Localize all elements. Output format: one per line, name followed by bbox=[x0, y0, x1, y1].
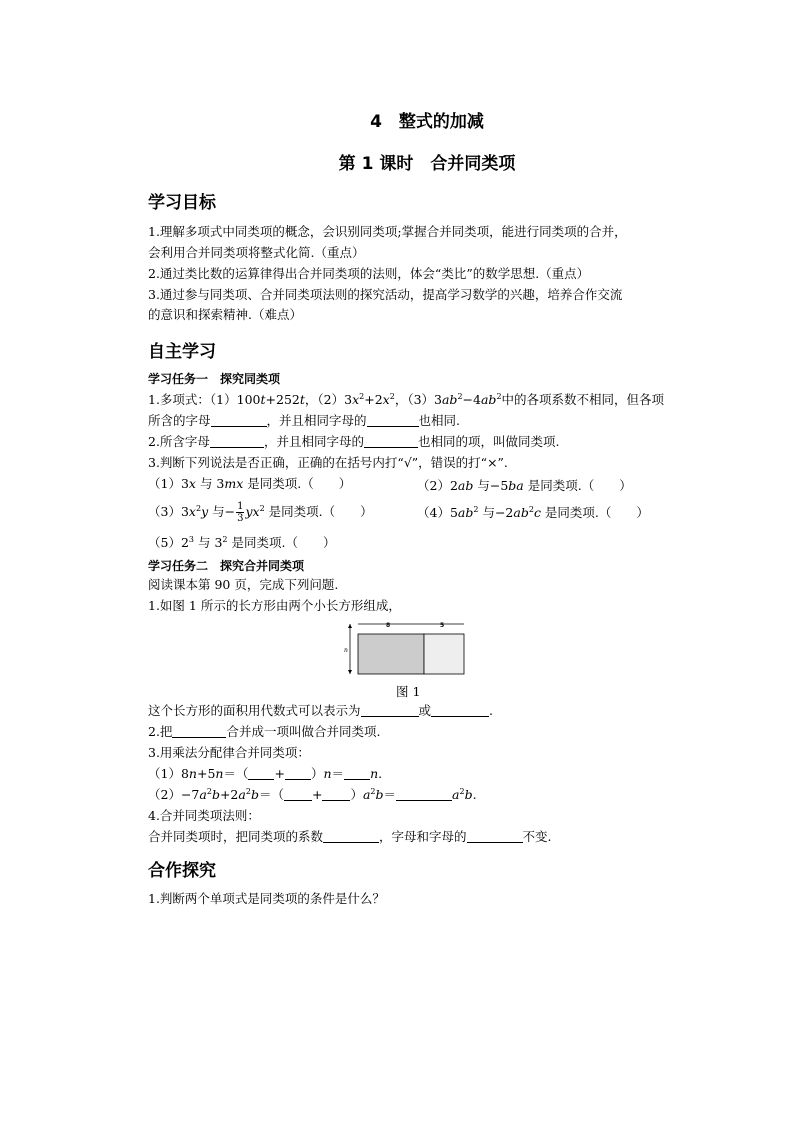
problem-1: 1.如图 1 所示的长方形由两个小长方形组成， bbox=[148, 598, 401, 613]
lesson-number: 第 1 课时 bbox=[338, 154, 414, 174]
chapter-title-text: 整式的加减 bbox=[398, 112, 484, 132]
blank[interactable] bbox=[431, 704, 489, 717]
blank[interactable] bbox=[210, 435, 264, 448]
left-rectangle bbox=[358, 634, 424, 674]
problem-2 bbox=[148, 724, 380, 740]
read-instruction: 阅读课本第 90 页，完成下列问题. bbox=[148, 577, 339, 592]
cooperation-heading: 合作探究 bbox=[148, 861, 216, 881]
question-3: 3.判断下列说法是否正确，正确的在括号内打“√”，错误的打“×”. bbox=[148, 455, 508, 470]
blank[interactable] bbox=[364, 435, 418, 448]
question-1-line-b bbox=[148, 413, 460, 429]
blank[interactable] bbox=[322, 788, 350, 801]
area-a: 这个长方形的面积用代数式可以表示为 bbox=[148, 703, 361, 718]
question-1-line-a: 1.多项式：（1）100t+252t，$(2)3x^2+2x^2$，$(3)3ab^2-4ab^2$中的各项系数不相同，但各项 bbox=[148, 392, 665, 407]
arrow-head-top bbox=[348, 624, 352, 628]
blank[interactable] bbox=[285, 767, 311, 780]
q1-prefix: 1.多项式：（1） bbox=[148, 392, 237, 407]
lesson-title bbox=[30, 149, 794, 174]
distributive-2: $(2)-7a^2b+2a^2b=( + )a^2b= a^2b$. bbox=[148, 787, 477, 802]
blank[interactable] bbox=[172, 725, 226, 738]
rule-statement bbox=[148, 829, 552, 845]
goals-heading: 学习目标 bbox=[148, 193, 216, 213]
blank[interactable] bbox=[467, 830, 523, 843]
area-expression: 这个长方形的面积用代数式可以表示为 或 . bbox=[148, 703, 494, 718]
chapter-number: 4 bbox=[370, 112, 382, 132]
goal-3a: 3.通过参与同类项、合并同类项法则的探究活动，提高学习数学的兴趣，培养合作交流 bbox=[148, 287, 623, 302]
rule-b: ，字母和字母的 bbox=[379, 829, 467, 844]
judge-5: $(5)2^3$ 与 $3^2$ 是同类项.（ ） bbox=[148, 535, 336, 550]
q1b-b: ，并且相同字母的 bbox=[266, 413, 367, 428]
height-label: n bbox=[344, 647, 348, 654]
blank[interactable] bbox=[361, 704, 419, 717]
arrow-head-bottom bbox=[348, 670, 352, 674]
judge-4: $(4)5ab^2$ 与$-2ab^2c$ 是同类项.（ ） bbox=[417, 505, 649, 520]
lesson-title-text: 合并同类项 bbox=[430, 154, 516, 174]
q1b-a: 所含的字母 bbox=[148, 413, 211, 428]
area-b: 或 bbox=[418, 703, 432, 718]
blank[interactable] bbox=[323, 830, 379, 843]
rule-c: 不变. bbox=[522, 829, 552, 844]
blank[interactable] bbox=[367, 414, 419, 427]
judge-2: （2）2ab 与−5ba 是同类项.（ ） bbox=[417, 478, 632, 493]
task-2-heading: 学习任务二 探究合并同类项 bbox=[148, 559, 305, 573]
coop-question-1: 1.判断两个单项式是同类项的条件是什么？ bbox=[148, 891, 385, 906]
goal-1a: 1.理解多项式中同类项的概念，会识别同类项;掌握合并同类项，能进行同类项的合并， bbox=[148, 224, 627, 239]
figure-1-rectangle bbox=[340, 618, 470, 680]
goal-2: 2.通过类比数的运算律得出合并同类项的法则，体会“类比”的数学思想.（重点） bbox=[148, 266, 590, 281]
self-study-heading: 自主学习 bbox=[148, 342, 216, 362]
blank[interactable] bbox=[248, 767, 274, 780]
distributive-1: （1）8n+5n＝（ + ）n＝ n. bbox=[148, 766, 383, 781]
blank[interactable] bbox=[211, 414, 267, 427]
p2-b: 合并成一项叫做合并同类项. bbox=[226, 724, 381, 739]
judge-1: （1）3x 与 3mx 是同类项.（ ） bbox=[148, 476, 352, 491]
q2-b: ，并且相同字母的 bbox=[263, 434, 364, 449]
problem-3: 3.用乘法分配律合并同类项： bbox=[148, 745, 310, 760]
blank[interactable] bbox=[396, 788, 452, 801]
figure-caption: 图 1 bbox=[396, 684, 421, 699]
task-1-heading: 学习任务一 探究同类项 bbox=[148, 372, 281, 386]
judge-3: $(3)3x^2y$ 与− $\frac{1}{3}$ $yx^2$ 是同类项.（ ） bbox=[148, 501, 373, 524]
width-label-5: 5 bbox=[440, 622, 445, 629]
problem-4: 4.合并同类项法则： bbox=[148, 808, 260, 823]
right-rectangle bbox=[424, 634, 464, 674]
q2-c: 也相同的项，叫做同类项. bbox=[417, 434, 560, 449]
blank[interactable] bbox=[284, 788, 312, 801]
question-2 bbox=[148, 434, 559, 450]
p2-a: 2.把 bbox=[148, 724, 173, 739]
chapter-title bbox=[30, 107, 794, 132]
goal-1b: 会利用合并同类项将整式化简.（重点） bbox=[148, 245, 365, 260]
blank[interactable] bbox=[344, 767, 370, 780]
width-label-8: 8 bbox=[386, 622, 391, 629]
q1-mid: 中的各项系数不相同，但各项 bbox=[501, 392, 665, 407]
fraction-one-third: $\frac{1}{3}$ bbox=[237, 501, 244, 524]
q1b-c: 也相同. bbox=[418, 413, 461, 428]
q2-a: 2.所含字母 bbox=[148, 434, 210, 449]
rule-a: 合并同类项时，把同类项的系数 bbox=[148, 829, 324, 844]
goal-3b: 的意识和探索精神.（难点） bbox=[148, 307, 302, 322]
